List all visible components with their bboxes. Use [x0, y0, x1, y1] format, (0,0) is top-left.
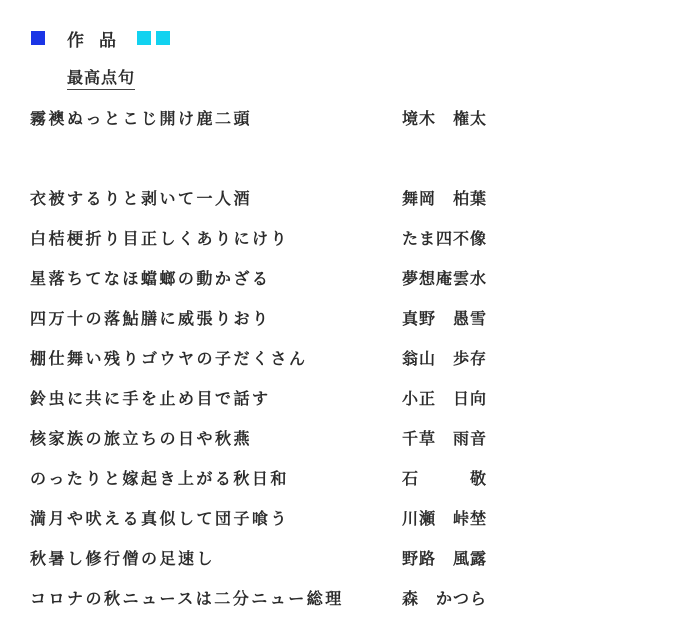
- author-name: 千草 雨音: [402, 429, 488, 448]
- entry-row: [30, 587, 500, 611]
- haiku-text: 四万十の落鮎膳に威張りおり: [30, 309, 271, 328]
- haiku-text: 秋暑し修行僧の足速し: [30, 549, 216, 568]
- entry-row: [30, 347, 500, 371]
- author-name: 森 かつら: [402, 589, 488, 608]
- cyan-squares: [137, 31, 170, 45]
- haiku-text: コロナの秋ニュースは二分ニュー総理: [30, 589, 344, 608]
- author-name: 小正 日向: [402, 389, 488, 408]
- top-score-heading: 最高点句: [67, 68, 135, 90]
- author-name: たま四不像: [402, 229, 488, 248]
- author-name: 川瀬 峠埜: [402, 509, 488, 528]
- entry-row: [30, 267, 500, 291]
- author-name: 舞岡 柏葉: [402, 189, 488, 208]
- cyan-square-icon: [137, 31, 151, 45]
- entry-row: [30, 427, 500, 451]
- author-name: 真野 愚雪: [402, 309, 488, 328]
- haiku-text: 星落ちてなほ蟷螂の動かざる: [30, 269, 271, 288]
- entry-row: [30, 387, 500, 411]
- haiku-text: のったりと嫁起き上がる秋日和: [30, 469, 289, 488]
- entry-row: [30, 547, 500, 571]
- author-name: 夢想庵雲水: [402, 269, 488, 288]
- haiku-text: 白桔梗折り目正しくありにけり: [30, 229, 290, 248]
- haiku-text: 満月や吠える真似して団子喰う: [30, 509, 290, 528]
- section-header: [31, 27, 170, 49]
- haiku-text: 霧襖ぬっとこじ開け鹿二頭: [30, 109, 253, 128]
- entry-row: [30, 227, 500, 251]
- entry-row: [30, 307, 500, 331]
- author-name: 石 敬: [402, 469, 488, 488]
- author-name: 翁山 歩存: [402, 349, 488, 368]
- author-name: 野路 風露: [402, 549, 488, 568]
- haiku-text: 衣被するりと剥いて一人酒: [30, 189, 253, 208]
- top-entry-row: [30, 107, 500, 131]
- haiku-text: 鈴虫に共に手を止め目で話す: [30, 389, 271, 408]
- cyan-square-icon: [156, 31, 170, 45]
- section-title: 作品: [67, 30, 131, 51]
- author-name: 境木 権太: [402, 109, 488, 128]
- blue-square-icon: [31, 31, 45, 45]
- entry-row: [30, 187, 500, 211]
- entry-row: [30, 507, 500, 531]
- haiku-text: 棚仕舞い残りゴウヤの子だくさん: [30, 349, 308, 368]
- haiku-text: 核家族の旅立ちの日や秋燕: [30, 429, 253, 448]
- entry-row: [30, 467, 500, 491]
